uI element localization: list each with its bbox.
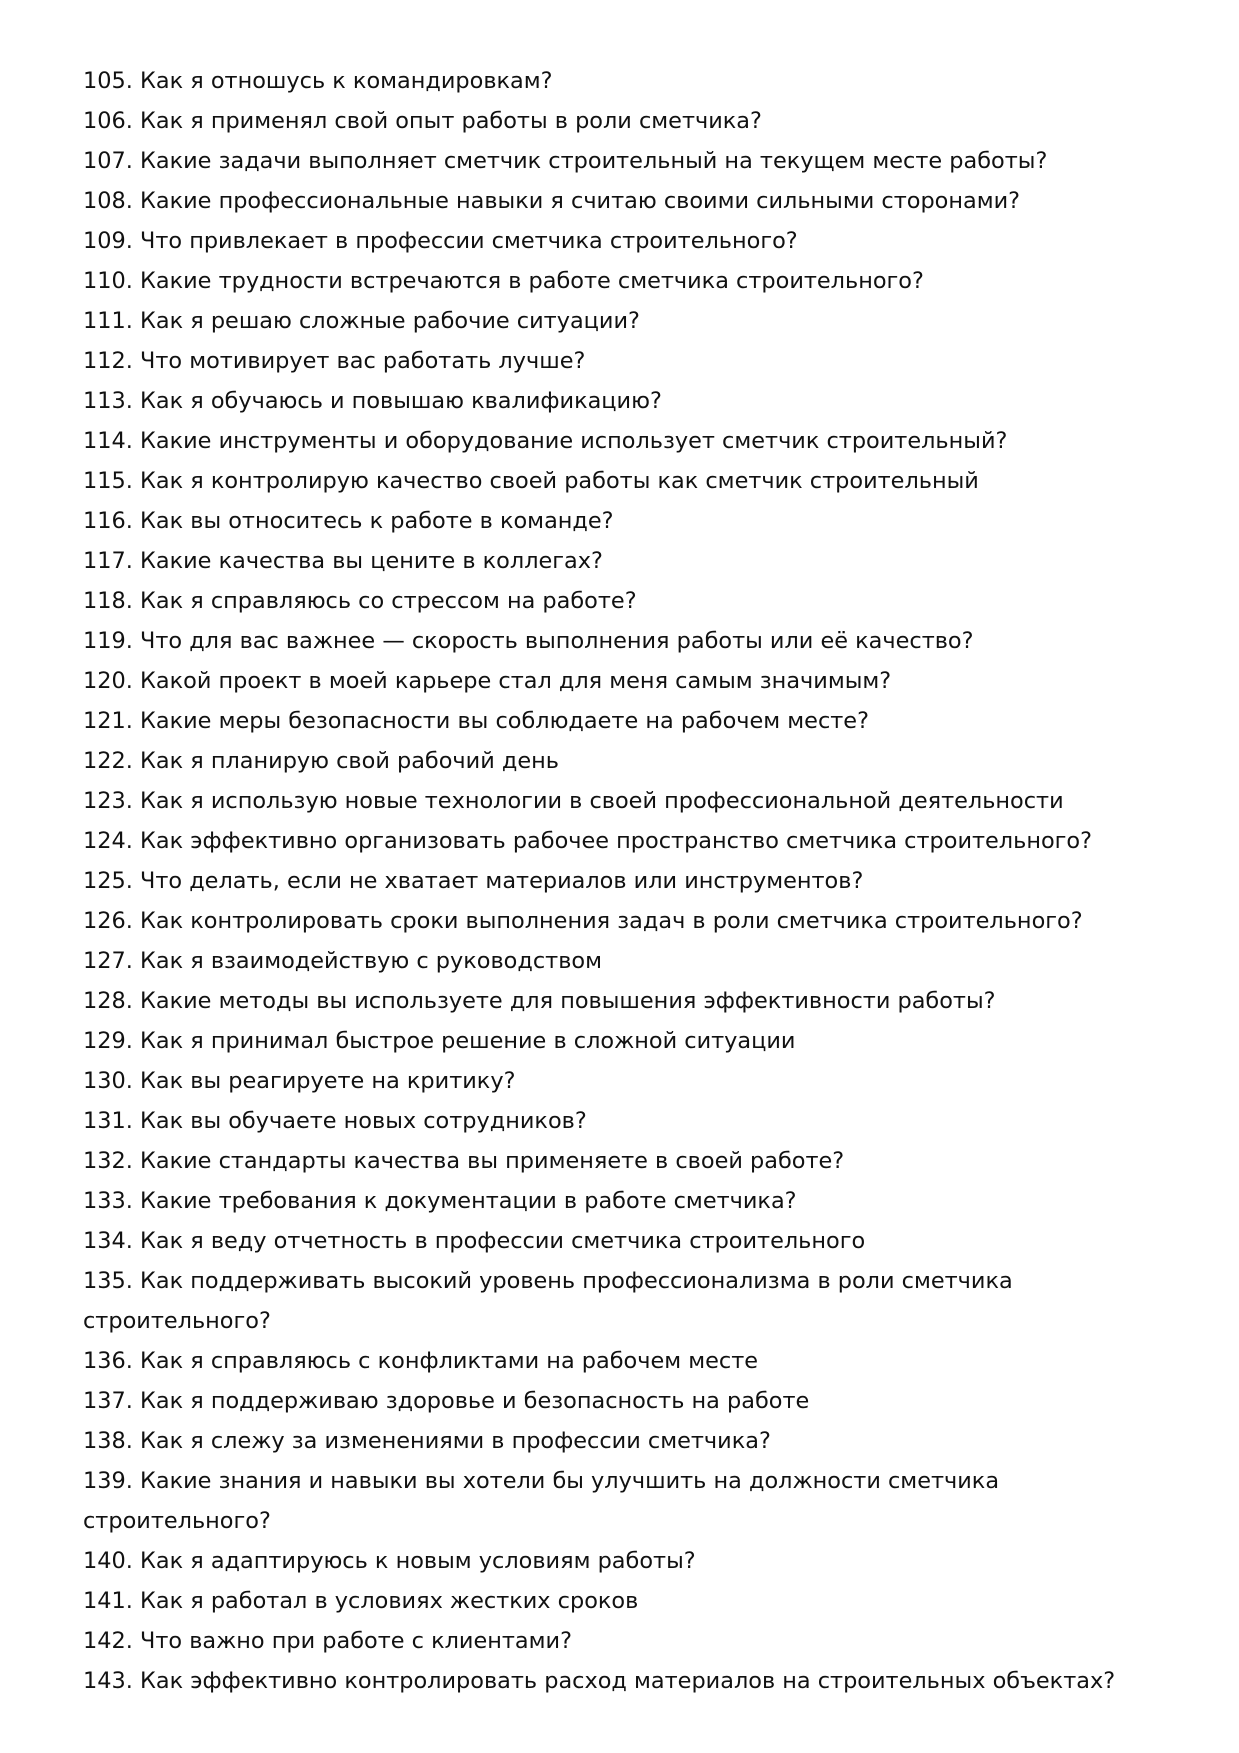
question-number: 133. [83, 1188, 133, 1214]
question-text: Как вы относитесь к работе в команде? [139, 508, 614, 534]
question-number: 119. [83, 628, 133, 654]
question-item [83, 381, 1163, 421]
question-item [83, 861, 1163, 901]
question-item [83, 741, 1163, 781]
question-item [83, 141, 1163, 181]
question-number: 129. [83, 1028, 133, 1054]
question-number: 139. [83, 1468, 133, 1494]
question-number: 105. [83, 68, 133, 94]
question-number: 118. [83, 588, 133, 614]
question-item [83, 1101, 1163, 1141]
question-number: 130. [83, 1068, 133, 1094]
question-text: Как я справляюсь со стрессом на работе? [139, 588, 637, 614]
question-list [83, 61, 1163, 1701]
question-number: 136. [83, 1348, 133, 1374]
question-text: Какие инструменты и оборудование использует сметчик строительный? [139, 428, 1008, 454]
question-text: Какие трудности встречаются в работе сметчика строительного? [139, 268, 924, 294]
question-item [83, 1341, 1163, 1381]
question-number: 137. [83, 1388, 133, 1414]
question-text: Что мотивирует вас работать лучше? [139, 348, 586, 374]
question-item [83, 1381, 1163, 1421]
question-number: 117. [83, 548, 133, 574]
question-item [83, 901, 1163, 941]
question-item [83, 821, 1163, 861]
question-item [83, 1621, 1163, 1661]
question-item [83, 501, 1163, 541]
question-text: Какие стандарты качества вы применяете в своей работе? [139, 1148, 845, 1174]
question-text: Что для вас важнее — скорость выполнения работы или её качество? [139, 628, 974, 654]
question-item [83, 1421, 1163, 1461]
question-text: Как я взаимодействую с руководством [139, 948, 602, 974]
question-number: 109. [83, 228, 133, 254]
question-text: Как я адаптируюсь к новым условиям работы? [139, 1548, 696, 1574]
question-item [83, 1661, 1163, 1701]
question-text: Что привлекает в профессии сметчика строительного? [139, 228, 798, 254]
question-item [83, 781, 1163, 821]
question-number: 115. [83, 468, 133, 494]
question-number: 121. [83, 708, 133, 734]
question-item [83, 341, 1163, 381]
question-item [83, 1461, 1163, 1541]
question-number: 110. [83, 268, 133, 294]
question-text: Как я обучаюсь и повышаю квалификацию? [139, 388, 662, 414]
question-text: Как эффективно контролировать расход материалов на строительных объектах? [139, 1668, 1116, 1694]
question-number: 112. [83, 348, 133, 374]
question-item [83, 941, 1163, 981]
question-number: 132. [83, 1148, 133, 1174]
question-text: Как я веду отчетность в профессии сметчика строительного [139, 1228, 866, 1254]
question-item [83, 301, 1163, 341]
question-item [83, 981, 1163, 1021]
question-item [83, 1221, 1163, 1261]
question-text: Какие требования к документации в работе сметчика? [139, 1188, 797, 1214]
question-number: 143. [83, 1668, 133, 1694]
question-text: Как я слежу за изменениями в профессии сметчика? [139, 1428, 771, 1454]
question-number: 128. [83, 988, 133, 1014]
question-number: 123. [83, 788, 133, 814]
question-item [83, 581, 1163, 621]
question-text: Какой проект в моей карьере стал для меня самым значимым? [139, 668, 892, 694]
question-number: 116. [83, 508, 133, 534]
question-text: Как я планирую свой рабочий день [139, 748, 559, 774]
question-item [83, 541, 1163, 581]
question-text: Какие методы вы используете для повышения эффективности работы? [139, 988, 996, 1014]
question-number: 138. [83, 1428, 133, 1454]
question-item [83, 1581, 1163, 1621]
question-item [83, 701, 1163, 741]
question-number: 120. [83, 668, 133, 694]
question-item [83, 661, 1163, 701]
question-text: Какие задачи выполняет сметчик строительный на текущем месте работы? [139, 148, 1048, 174]
question-text: Как я контролирую качество своей работы как сметчик строительный [139, 468, 979, 494]
question-item [83, 181, 1163, 221]
question-number: 111. [83, 308, 133, 334]
question-text: Как я решаю сложные рабочие ситуации? [139, 308, 640, 334]
question-number: 124. [83, 828, 133, 854]
question-text: Как я принимал быстрое решение в сложной ситуации [139, 1028, 796, 1054]
question-text: Как я поддерживаю здоровье и безопасность на работе [139, 1388, 810, 1414]
question-text: Как вы реагируете на критику? [139, 1068, 516, 1094]
question-item [83, 261, 1163, 301]
question-item [83, 101, 1163, 141]
question-text: Какие знания и навыки вы хотели бы улучшить на должности сметчика строительного? [83, 1468, 1000, 1534]
question-text: Как я применял свой опыт работы в роли сметчика? [139, 108, 762, 134]
question-item [83, 1061, 1163, 1101]
question-text: Какие качества вы цените в коллегах? [139, 548, 603, 574]
question-text: Какие профессиональные навыки я считаю своими сильными сторонами? [139, 188, 1021, 214]
question-text: Как вы обучаете новых сотрудников? [139, 1108, 587, 1134]
question-number: 122. [83, 748, 133, 774]
question-number: 131. [83, 1108, 133, 1134]
question-text: Какие меры безопасности вы соблюдаете на рабочем месте? [139, 708, 869, 734]
question-number: 134. [83, 1228, 133, 1254]
question-text: Как контролировать сроки выполнения задач в роли сметчика строительного? [139, 908, 1083, 934]
question-number: 127. [83, 948, 133, 974]
question-text: Что важно при работе с клиентами? [139, 1628, 572, 1654]
question-number: 106. [83, 108, 133, 134]
question-number: 114. [83, 428, 133, 454]
question-text: Как эффективно организовать рабочее пространство сметчика строительного? [139, 828, 1093, 854]
question-item [83, 221, 1163, 261]
question-text: Как я работал в условиях жестких сроков [139, 1588, 639, 1614]
question-text: Как я справляюсь с конфликтами на рабочем месте [139, 1348, 759, 1374]
question-item [83, 61, 1163, 101]
question-number: 107. [83, 148, 133, 174]
question-number: 140. [83, 1548, 133, 1574]
question-number: 126. [83, 908, 133, 934]
question-item [83, 621, 1163, 661]
question-text: Как я отношусь к командировкам? [139, 68, 553, 94]
question-text: Что делать, если не хватает материалов или инструментов? [139, 868, 864, 894]
question-number: 113. [83, 388, 133, 414]
question-item [83, 1141, 1163, 1181]
question-item [83, 1541, 1163, 1581]
question-number: 135. [83, 1268, 133, 1294]
question-number: 108. [83, 188, 133, 214]
question-text: Как я использую новые технологии в своей профессиональной деятельности [139, 788, 1064, 814]
question-item [83, 1261, 1163, 1341]
question-text: Как поддерживать высокий уровень профессионализма в роли сметчика строительного? [83, 1268, 1013, 1334]
question-item [83, 1181, 1163, 1221]
question-item [83, 421, 1163, 461]
question-number: 142. [83, 1628, 133, 1654]
question-item [83, 461, 1163, 501]
question-item [83, 1021, 1163, 1061]
question-number: 141. [83, 1588, 133, 1614]
question-number: 125. [83, 868, 133, 894]
